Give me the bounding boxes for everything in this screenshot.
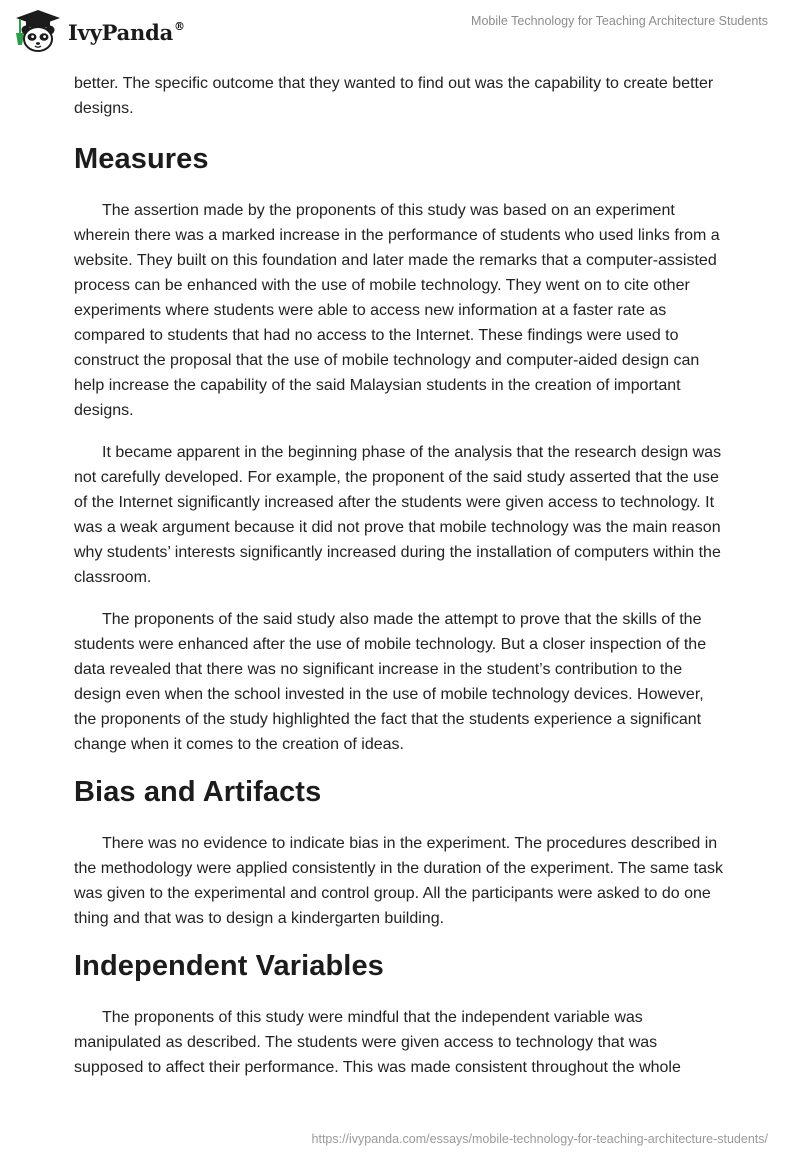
document-title: Mobile Technology for Teaching Architecture Students (471, 14, 768, 28)
brand-text: IvyPanda (68, 19, 174, 45)
registered-mark: ® (174, 19, 185, 33)
paragraph: There was no evidence to indicate bias in the experiment. The procedures described in the methodology were applied consistently in the duration of the experiment. The same task was given to the experimental and control group. All the participants were asked to do one thing and that was to design a kindergarten building. (74, 835, 723, 927)
intro-paragraph: better. The specific outcome that they wanted to find out was the capability to create better designs. (74, 75, 714, 117)
source-url-link[interactable]: https://ivypanda.com/essays/mobile-technology-for-teaching-architecture-students/ (311, 1132, 768, 1146)
paragraph: It became apparent in the beginning phase of the analysis that the research design was not carefully developed. For example, the proponent of the said study asserted that the use of the Internet significantly increased after the students were given access to technology. It was a weak argument because it did not prove that mobile technology was the main reason why students’ interests significantly increased during the installation of computers within the classroom. (74, 444, 722, 586)
ivypanda-logo[interactable] (14, 9, 185, 53)
paragraph: The proponents of the said study also made the attempt to prove that the skills of the students were enhanced after the use of mobile technology. But a closer inspection of the data revealed that there was no significant increase in the student’s contribution to the design even when the school invested in the use of mobile technology devices. However, the proponents of the study highlighted the fact that the students experience a significant change when it comes to the creation of ideas. (74, 611, 707, 753)
section-heading-bias-and-artifacts: Bias and Artifacts (74, 776, 322, 808)
paragraph: The proponents of this study were mindful that the independent variable was manipulated as described. The students were given access to technology that was supposed to affect their performance. This was made consistent throughout the whole (74, 1009, 681, 1076)
essay-content (74, 71, 726, 1097)
brand-name (68, 20, 185, 45)
page-header (0, 0, 800, 62)
section-heading-independent-variables: Independent Variables (74, 950, 384, 982)
panda-graduation-cap-icon (14, 9, 62, 53)
section-heading-measures: Measures (74, 143, 209, 175)
paragraph: The assertion made by the proponents of this study was based on an experiment wherein there was a marked increase in the performance of students who used links from a website. They built on this foundation and later made the remarks that a computer-assisted process can be enhanced with the use of mobile technology. They went on to cite other experiments where students were able to access new information at a faster rate as compared to students that had no access to the Internet. These findings were used to construct the proposal that the use of mobile technology and computer-aided design can help increase the capability of the said Malaysian students in the creation of important designs. (74, 202, 720, 419)
